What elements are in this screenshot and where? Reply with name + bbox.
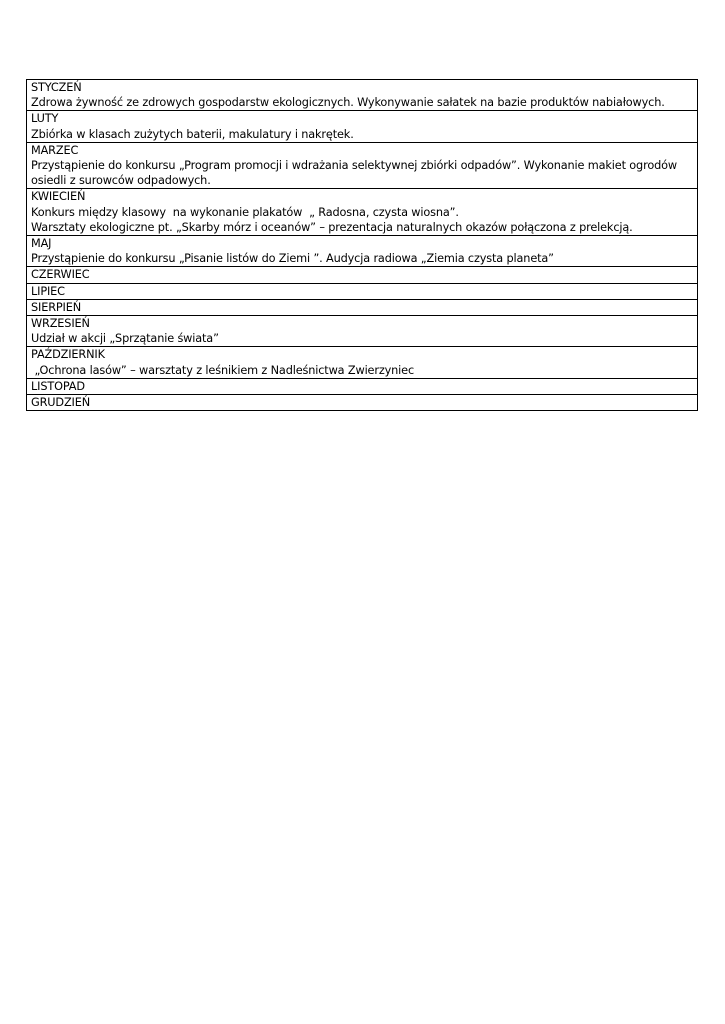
month-name: PAŹDZIERNIK: [31, 348, 105, 362]
month-name: LUTY: [31, 112, 59, 126]
month-row: [27, 111, 698, 142]
month-row: [27, 299, 698, 315]
activity-text: Warsztaty ekologiczne pt. „Skarby mórz i oceanów” – prezentacja naturalnych okazów połączona z prelekcją.: [31, 220, 633, 234]
month-cell: [27, 378, 698, 394]
month-name: LISTOPAD: [31, 379, 85, 393]
month-name: CZERWIEC: [31, 268, 90, 282]
month-row: [27, 189, 698, 236]
activity-text: Zbiórka w klasach zużytych baterii, makulatury i nakrętek.: [31, 127, 354, 141]
month-name: MAJ: [31, 237, 52, 251]
month-name: GRUDZIEŃ: [31, 396, 91, 410]
month-cell: [27, 236, 698, 267]
monthly-schedule-table: [26, 79, 698, 411]
month-cell: [27, 283, 698, 299]
month-row: [27, 142, 698, 189]
month-cell: [27, 299, 698, 315]
month-cell: [27, 189, 698, 236]
month-cell: [27, 142, 698, 189]
activity-text: „Ochrona lasów” – warsztaty z leśnikiem z Nadleśnictwa Zwierzyniec: [31, 363, 415, 377]
activity-text: Przystąpienie do konkursu „Pisanie listów do Ziemi ”. Audycja radiowa „Ziemia czysta planeta”: [31, 252, 554, 266]
activity-text: Przystąpienie do konkursu „Program promocji i wdrażania selektywnej zbiórki odpadów”. Wykonanie makiet ogrodów osiedli z surowców odpadowych.: [31, 159, 681, 188]
month-name: SIERPIEŃ: [31, 300, 82, 314]
month-name: LIPIEC: [31, 284, 65, 298]
activity-text: Udział w akcji „Sprzątanie świata”: [31, 332, 219, 346]
month-name: WRZESIEŃ: [31, 317, 90, 331]
month-row: [27, 283, 698, 299]
month-cell: [27, 267, 698, 283]
month-name: MARZEC: [31, 143, 79, 157]
month-cell: [27, 395, 698, 411]
month-row: [27, 236, 698, 267]
month-row: [27, 378, 698, 394]
month-row: [27, 347, 698, 378]
month-cell: [27, 111, 698, 142]
month-row: [27, 395, 698, 411]
month-name: STYCZEŃ: [31, 81, 82, 94]
month-name: KWIECIEŃ: [31, 190, 86, 204]
month-row: [27, 80, 698, 111]
schedule-body: [27, 80, 698, 411]
month-cell: [27, 80, 698, 111]
activity-text: Zdrowa żywność ze zdrowych gospodarstw ekologicznych. Wykonywanie sałatek na bazie produktów nabiałowych.: [31, 96, 665, 110]
month-row: [27, 267, 698, 283]
month-cell: [27, 347, 698, 378]
month-row: [27, 316, 698, 347]
month-cell: [27, 316, 698, 347]
activity-text: Konkurs między klasowy na wykonanie plakatów „ Radosna, czysta wiosna”.: [31, 205, 459, 219]
